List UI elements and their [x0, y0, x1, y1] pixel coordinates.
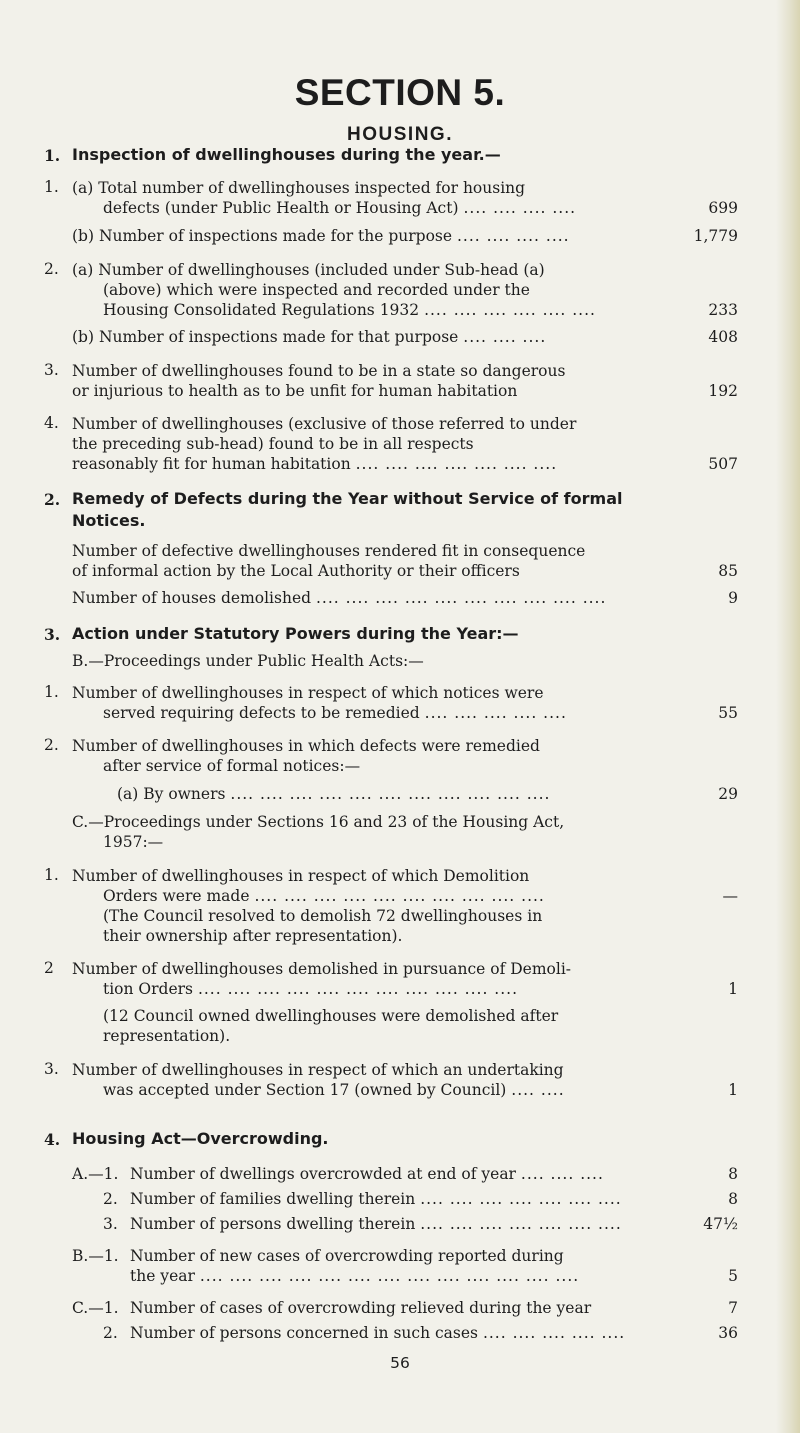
- sec1-item2-a-line1: (a) Number of dwellinghouses (included under Sub-head (a): [72, 261, 545, 279]
- sec1-item3-value: 192: [708, 382, 738, 400]
- section-subtitle: HOUSING.: [347, 124, 453, 145]
- sec2-heading-line1: Remedy of Defects during the Year without Service of formal: [72, 489, 623, 508]
- sec3-c2-line2: tion Orders .... .... .... .... .... .... .... .... .... .... ....: [103, 980, 519, 998]
- sec1-item4-line1: Number of dwellinghouses (exclusive of those referred to under: [72, 415, 577, 433]
- sec3-b2-value: 29: [718, 785, 738, 803]
- sec3-b2-number: 2.: [44, 736, 59, 754]
- sec3-c2-line1: Number of dwellinghouses demolished in pursuance of Demoli-: [72, 960, 572, 978]
- sec1-item2-b-line1: (b) Number of inspections made for that purpose .... .... ....: [72, 328, 547, 346]
- sec1-item4-number: 4.: [44, 414, 59, 432]
- sec3-c1-line4: their ownership after representation).: [103, 927, 403, 945]
- sec4-a3-value: 47½: [703, 1215, 738, 1233]
- sec1-number: 1.: [44, 146, 61, 165]
- sec3-number: 3.: [44, 625, 61, 644]
- sec3-c3-value: 1: [728, 1081, 738, 1099]
- sec1-item4-value: 507: [708, 455, 738, 473]
- sec4-c1-text: Number of cases of overcrowding relieved during the year: [130, 1299, 592, 1317]
- sec3-c3-line1: Number of dwellinghouses in respect of which an undertaking: [72, 1061, 564, 1079]
- sec3-b1-line2: served requiring defects to be remedied .... .... .... .... ....: [103, 704, 567, 722]
- sec2-para2-value: 9: [728, 589, 738, 607]
- sec2-para1-line2: of informal action by the Local Authority or their officers: [72, 562, 520, 580]
- sec4-a1-text: Number of dwellings overcrowded at end of year .... .... ....: [130, 1165, 604, 1183]
- sec4-heading: Housing Act—Overcrowding.: [72, 1129, 329, 1148]
- sec3-c3-line2: was accepted under Section 17 (owned by Council) .... ....: [103, 1081, 565, 1099]
- section-title: SECTION 5.: [294, 72, 506, 113]
- sec3-c1-line1: Number of dwellinghouses in respect of which Demolition: [72, 867, 530, 885]
- sec1-item2-b-value: 408: [708, 328, 738, 346]
- sec1-item2-a-line2: (above) which were inspected and recorded under the: [103, 281, 530, 299]
- sec3-b2-line2: after service of formal notices:—: [103, 757, 361, 775]
- sec4-c2-label: 2.: [103, 1324, 118, 1342]
- sec3-b2-a-line: (a) By owners .... .... .... .... .... .... .... .... .... .... ....: [117, 785, 551, 803]
- sec4-a3-label: 3.: [103, 1215, 118, 1233]
- sec2-heading-line2: Notices.: [72, 511, 146, 530]
- sec1-heading: Inspection of dwellinghouses during the year.—: [72, 145, 501, 164]
- sec2-para2-line: Number of houses demolished .... .... .... .... .... .... .... .... .... ....: [72, 589, 607, 607]
- sec1-item3-line2: or injurious to health as to be unfit for human habitation: [72, 382, 518, 400]
- sec4-c2-text: Number of persons concerned in such cases .... .... .... .... ....: [130, 1324, 626, 1342]
- sec4-a1-label: A.—1.: [72, 1165, 119, 1183]
- sec4-a3-text: Number of persons dwelling therein .... .... .... .... .... .... ....: [130, 1215, 622, 1233]
- page-edge-shadow: [776, 0, 800, 1433]
- sec3-c-heading-line2: 1957:—: [103, 833, 164, 851]
- sec4-a2-value: 8: [728, 1190, 738, 1208]
- sec3-b1-line1: Number of dwellinghouses in respect of which notices were: [72, 684, 544, 702]
- sec4-a2-label: 2.: [103, 1190, 118, 1208]
- sec3-b-heading: B.—Proceedings under Public Health Acts:—: [72, 652, 424, 670]
- sec1-item1-number: 1.: [44, 178, 59, 196]
- sec4-c1-label: C.—1.: [72, 1299, 119, 1317]
- sec4-c2-value: 36: [718, 1324, 738, 1342]
- sec3-c1-value: —: [722, 887, 738, 905]
- sec3-heading: Action under Statutory Powers during the Year:—: [72, 624, 519, 643]
- sec3-c2-number: 2: [44, 959, 54, 977]
- sec3-c2-value: 1: [728, 980, 738, 998]
- sec4-b1-label: B.—1.: [72, 1247, 119, 1265]
- sec3-c2-line3: (12 Council owned dwellinghouses were demolished after: [103, 1007, 559, 1025]
- sec3-c3-number: 3.: [44, 1060, 59, 1078]
- sec2-para1-line1: Number of defective dwellinghouses rendered fit in consequence: [72, 542, 586, 560]
- sec2-para1-value: 85: [718, 562, 738, 580]
- sec1-item2-a-value: 233: [708, 301, 738, 319]
- sec1-item3-line1: Number of dwellinghouses found to be in a state so dangerous: [72, 362, 566, 380]
- sec3-c1-number: 1.: [44, 866, 59, 884]
- sec3-b2-line1: Number of dwellinghouses in which defects were remedied: [72, 737, 540, 755]
- sec4-b1-value: 5: [728, 1267, 738, 1285]
- sec4-c1-value: 7: [728, 1299, 738, 1317]
- sec4-b1-line2: the year .... .... .... .... .... .... .... .... .... .... .... .... ....: [130, 1267, 580, 1285]
- sec1-item2-a-line3: Housing Consolidated Regulations 1932 .... .... .... .... .... ....: [103, 301, 596, 319]
- page-number: 56: [390, 1354, 410, 1372]
- sec1-item1-a-line1: (a) Total number of dwellinghouses inspected for housing: [72, 179, 526, 197]
- sec4-a1-value: 8: [728, 1165, 738, 1183]
- sec4-b1-line1: Number of new cases of overcrowding reported during: [130, 1247, 564, 1265]
- sec1-item4-line2: the preceding sub-head) found to be in all respects: [72, 435, 474, 453]
- sec3-c2-line4: representation).: [103, 1027, 231, 1045]
- sec4-a2-text: Number of families dwelling therein .... .... .... .... .... .... ....: [130, 1190, 622, 1208]
- sec4-number: 4.: [44, 1130, 61, 1149]
- sec1-item1-b-value: 1,779: [693, 227, 738, 245]
- sec1-item3-number: 3.: [44, 361, 59, 379]
- sec1-item2-number: 2.: [44, 260, 59, 278]
- sec3-b1-value: 55: [718, 704, 738, 722]
- sec1-item1-a-value: 699: [708, 199, 738, 217]
- sec3-c1-line2: Orders were made .... .... .... .... .... .... .... .... .... ....: [103, 887, 545, 905]
- sec3-c-heading-line1: C.—Proceedings under Sections 16 and 23 of the Housing Act,: [72, 813, 565, 831]
- sec1-item1-a-line2: defects (under Public Health or Housing Act) .... .... .... ....: [103, 199, 577, 217]
- sec2-number: 2.: [44, 490, 61, 509]
- sec3-c1-line3: (The Council resolved to demolish 72 dwellinghouses in: [103, 907, 543, 925]
- sec3-b1-number: 1.: [44, 683, 59, 701]
- sec1-item1-b-line1: (b) Number of inspections made for the purpose .... .... .... ....: [72, 227, 570, 245]
- sec1-item4-line3: reasonably fit for human habitation .... .... .... .... .... .... ....: [72, 455, 558, 473]
